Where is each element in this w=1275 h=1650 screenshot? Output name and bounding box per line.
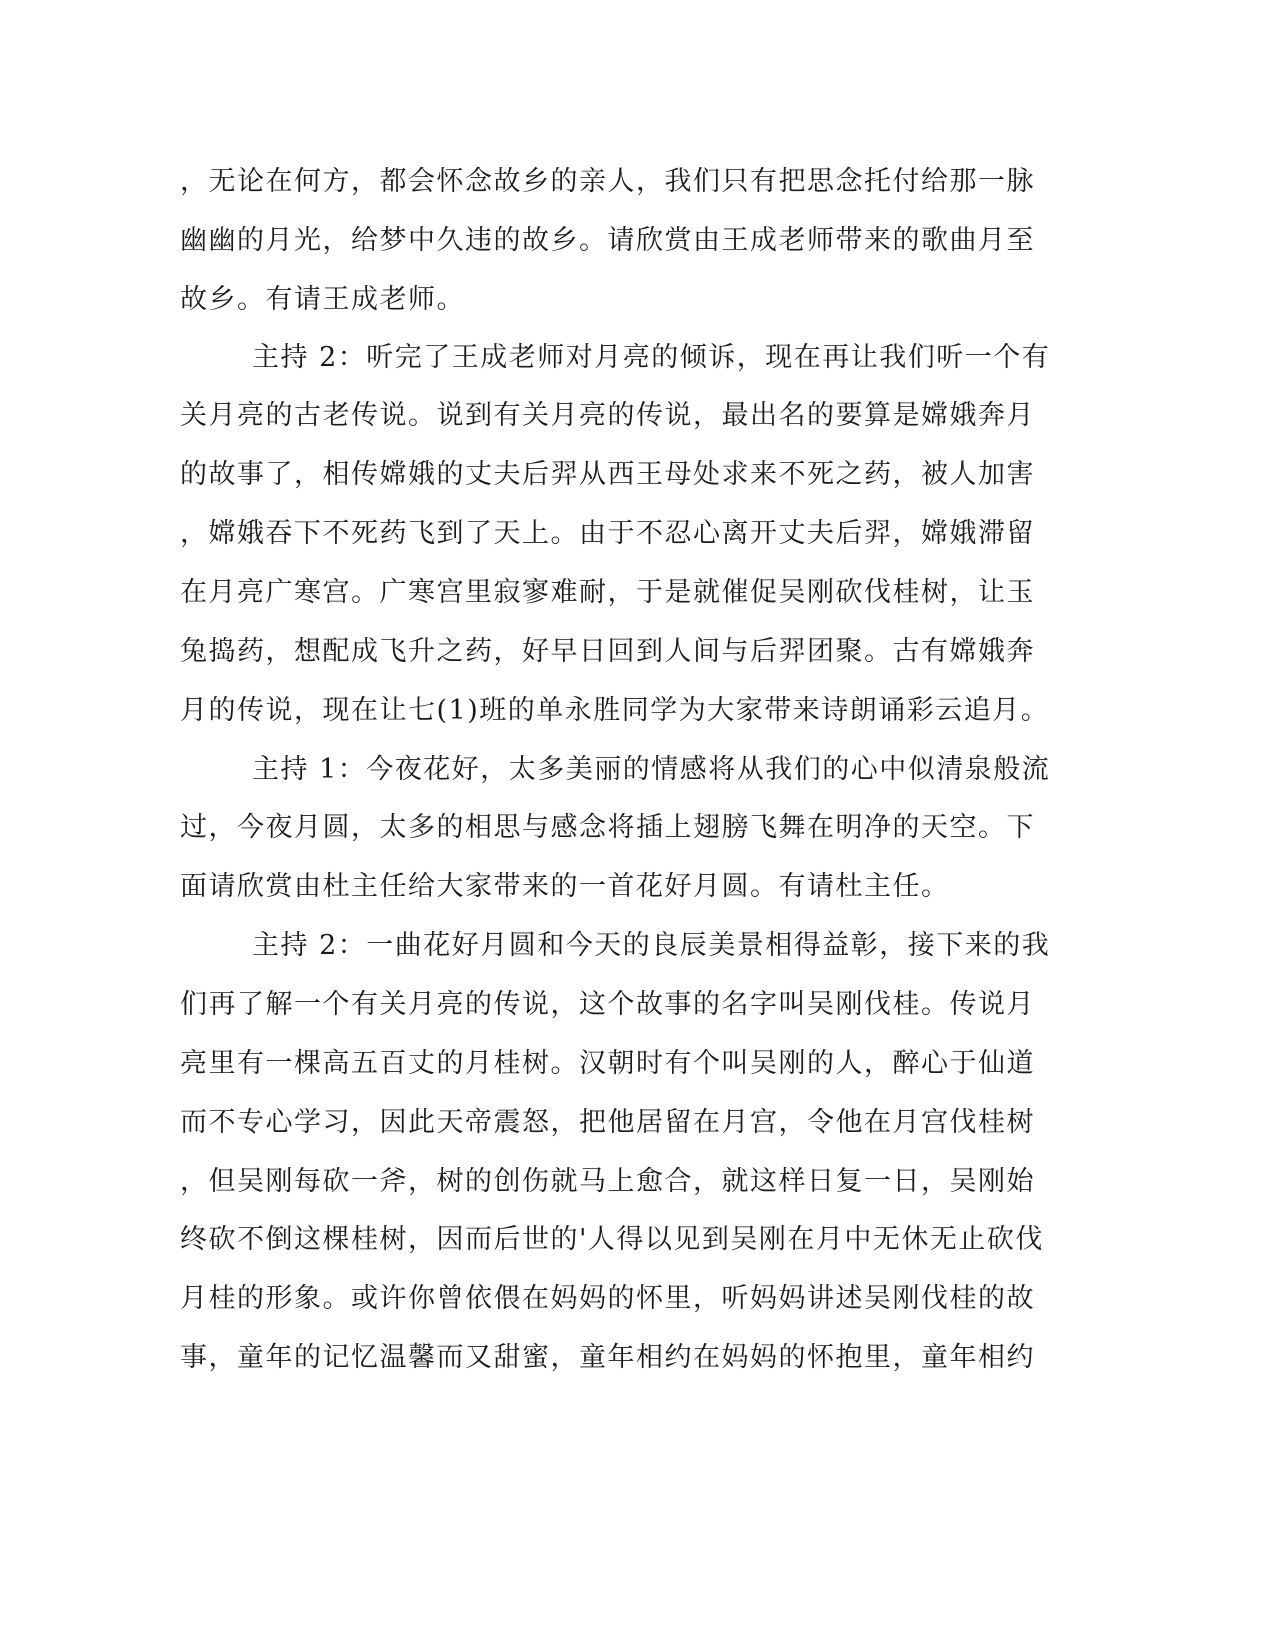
- text-line: 月桂的形象。或许你曾依偎在妈妈的怀里，听妈妈讲述吴刚伐桂的故: [180, 1283, 1035, 1314]
- text-line: ，但吴刚每砍一斧，树的创伤就马上愈合，就这样日复一日，吴刚始: [180, 1166, 1035, 1197]
- text-line: 而不专心学习，因此天帝震怒，把他居留在月宫，令他在月宫伐桂树: [180, 1107, 1035, 1138]
- text-line: 幽幽的月光，给梦中久违的故乡。请欣赏由王成老师带来的歌曲月至: [180, 225, 1035, 256]
- text-line: 面请欣赏由杜主任给大家带来的一首花好月圆。有请杜主任。: [180, 871, 950, 902]
- text-line: 过，今夜月圆，太多的相思与感念将插上翅膀飞舞在明净的天空。下: [180, 812, 1035, 843]
- text-line: ，无论在何方，都会怀念故乡的亲人，我们只有把思念托付给那一脉: [180, 166, 1035, 197]
- text-line: 主持 2：一曲花好月圆和今天的良辰美景相得益彰，接下来的我: [252, 930, 1051, 961]
- text-line: 在月亮广寒宫。广寒宫里寂寥难耐，于是就催促吴刚砍伐桂树，让玉: [180, 577, 1035, 608]
- text-line: 的故事了，相传嫦娥的丈夫后羿从西王母处求来不死之药，被人加害: [180, 459, 1035, 490]
- text-line: 终砍不倒这棵桂树，因而后世的'人得以见到吴刚在月中无休无止砍伐: [180, 1224, 1044, 1255]
- text-line: 事，童年的记忆温馨而又甜蜜，童年相约在妈妈的怀抱里，童年相约: [180, 1342, 1035, 1373]
- text-line: 主持 1：今夜花好，太多美丽的情感将从我们的心中似清泉般流: [252, 754, 1051, 785]
- text-line: 亮里有一棵高五百丈的月桂树。汉朝时有个叫吴刚的人，醉心于仙道: [180, 1048, 1035, 1079]
- text-line: 关月亮的古老传说。说到有关月亮的传说，最出名的要算是嫦娥奔月: [180, 400, 1035, 431]
- text-line: 兔捣药，想配成飞升之药，好早日回到人间与后羿团聚。古有嫦娥奔: [180, 636, 1035, 667]
- text-line: 月的传说，现在让七(1)班的单永胜同学为大家带来诗朗诵彩云追月。: [180, 695, 1050, 726]
- text-line: 主持 2：听完了王成老师对月亮的倾诉，现在再让我们听一个有: [252, 342, 1051, 373]
- text-line: 故乡。有请王成老师。: [180, 284, 465, 315]
- text-line: 们再了解一个有关月亮的传说，这个故事的名字叫吴刚伐桂。传说月: [180, 989, 1035, 1020]
- text-line: ，嫦娥吞下不死药飞到了天上。由于不忍心离开丈夫后羿，嫦娥滞留: [180, 518, 1035, 549]
